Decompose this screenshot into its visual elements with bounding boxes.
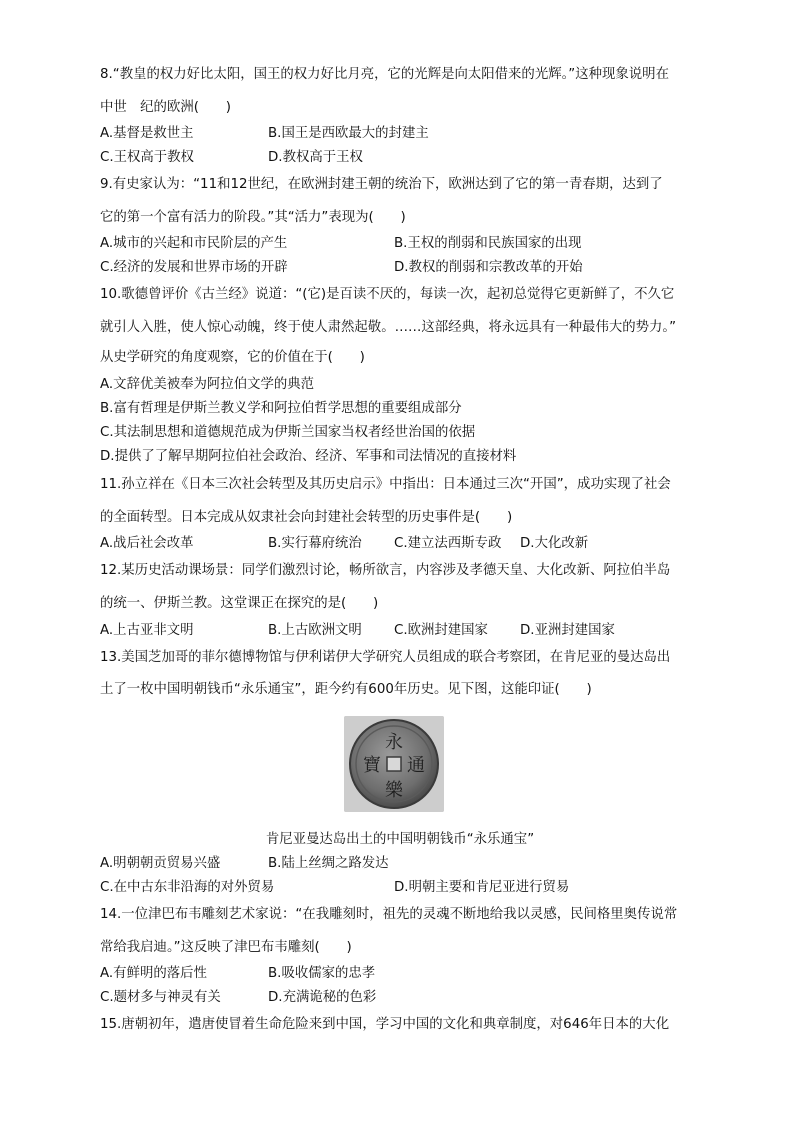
coin-caption: 肯尼亚曼达岛出土的中国明朝钱币“永乐通宝” (265, 832, 535, 847)
q9-option-b: B.王权的削弱和民族国家的出现 (394, 236, 582, 251)
q14-stem-line1: 14.一位津巴布韦雕刻艺术家说：“在我雕刻时，祖先的灵魂不断地给我以灵感，民间格里奥传说常 (100, 907, 678, 922)
q13-option-d: D.明朝主要和肯尼亚进行贸易 (394, 880, 570, 895)
q13-option-b: B.陆上丝绸之路发达 (268, 856, 389, 871)
q15-stem-line1: 15.唐朝初年，遣唐使冒着生命危险来到中国，学习中国的文化和典章制度，对646年日本的大化 (100, 1017, 670, 1032)
q10-stem-line1: 10.歌德曾评价《古兰经》说道：“(它)是百读不厌的，每读一次，起初总觉得它更新鲜了，不久它 (100, 287, 675, 302)
q14-stem-line2: 常给我启迪。”这反映了津巴布韦雕刻( ) (100, 940, 352, 955)
q11-stem-line1: 11.孙立祥在《日本三次社会转型及其历史启示》中指出：日本通过三次“开国”，成功实现了社会 (100, 477, 671, 492)
q14-option-d: D.充满诡秘的色彩 (268, 990, 377, 1005)
q8-option-a: A.基督是救世主 (100, 126, 194, 141)
q11-option-c: C.建立法西斯专政 (394, 536, 502, 551)
q9-option-d: D.教权的削弱和宗教改革的开始 (394, 260, 583, 275)
coin-char-left: 寶 (363, 755, 381, 776)
q14-option-c: C.题材多与神灵有关 (100, 990, 221, 1005)
q9-option-c: C.经济的发展和世界市场的开辟 (100, 260, 288, 275)
q12-option-d: D.亚洲封建国家 (520, 623, 615, 638)
coin-char-bottom: 樂 (385, 780, 403, 801)
q10-option-d: D.提供了了解早期阿拉伯社会政治、经济、军事和司法情况的直接材料 (100, 449, 517, 464)
q13-option-a: A.明朝朝贡贸易兴盛 (100, 856, 221, 871)
q8-option-d: D.教权高于王权 (268, 150, 363, 165)
q13-stem-line2: 土了一枚中国明朝钱币“永乐通宝”，距今约有600年历史。见下图，这能印证( ) (100, 682, 592, 697)
q14-option-a: A.有鲜明的落后性 (100, 966, 207, 981)
q9-stem-line2: 它的第一个富有活力的阶段。”其“活力”表现为( ) (100, 210, 406, 225)
q12-option-b: B.上古欧洲文明 (268, 623, 362, 638)
q12-option-c: C.欧洲封建国家 (394, 623, 488, 638)
q10-stem-line2: 就引人入胜，使人惊心动魄，终于使人肃然起敬。……这部经典，将永远具有一种最伟大的势力。” (100, 320, 677, 335)
q11-option-d: D.大化改新 (520, 536, 589, 551)
q11-option-a: A.战后社会改革 (100, 536, 194, 551)
q10-option-a: A.文辞优美被奉为阿拉伯文学的典范 (100, 377, 315, 392)
q9-stem-line1: 9.有史家认为：“11和12世纪，在欧洲封建王朝的统治下，欧洲达到了它的第一青春期，达到了 (100, 177, 663, 192)
q8-option-b: B.国王是西欧最大的封建主 (268, 126, 429, 141)
q14-option-b: B.吸收儒家的忠孝 (268, 966, 376, 981)
coin-char-top: 永 (385, 732, 403, 753)
q10-stem-line3: 从史学研究的角度观察，它的价值在于( ) (100, 350, 365, 365)
coin-char-right: 通 (407, 755, 425, 776)
q10-option-b: B.富有哲理是伊斯兰教义学和阿拉伯哲学思想的重要组成部分 (100, 401, 462, 416)
q10-option-c: C.其法制思想和道德规范成为伊斯兰国家当权者经世治国的依据 (100, 425, 476, 440)
q13-stem-line1: 13.美国芝加哥的菲尔德博物馆与伊利诺伊大学研究人员组成的联合考察团，在肯尼亚的曼达岛出 (100, 650, 671, 665)
coin-photo (344, 716, 444, 812)
q11-stem-line2: 的全面转型。日本完成从奴隶社会向封建社会转型的历史事件是( ) (100, 510, 513, 525)
q9-option-a: A.城市的兴起和市民阶层的产生 (100, 236, 288, 251)
q8-stem-line2: 中世 纪的欧洲( ) (100, 100, 231, 115)
q12-stem-line2: 的统一、伊斯兰教。这堂课正在探究的是( ) (100, 596, 379, 611)
q12-stem-line1: 12.某历史活动课场景：同学们激烈讨论，畅所欲言，内容涉及孝德天皇、大化改新、阿拉伯半岛 (100, 563, 671, 578)
q11-option-b: B.实行幕府统治 (268, 536, 362, 551)
q8-stem-line1: 8.“教皇的权力好比太阳，国王的权力好比月亮，它的光辉是向太阳借来的光辉。”这种现象说明在 (100, 67, 669, 82)
q13-option-c: C.在中古东非沿海的对外贸易 (100, 880, 275, 895)
yongle-coin-image (344, 716, 444, 812)
q12-option-a: A.上古亚非文明 (100, 623, 194, 638)
q8-option-c: C.王权高于教权 (100, 150, 194, 165)
